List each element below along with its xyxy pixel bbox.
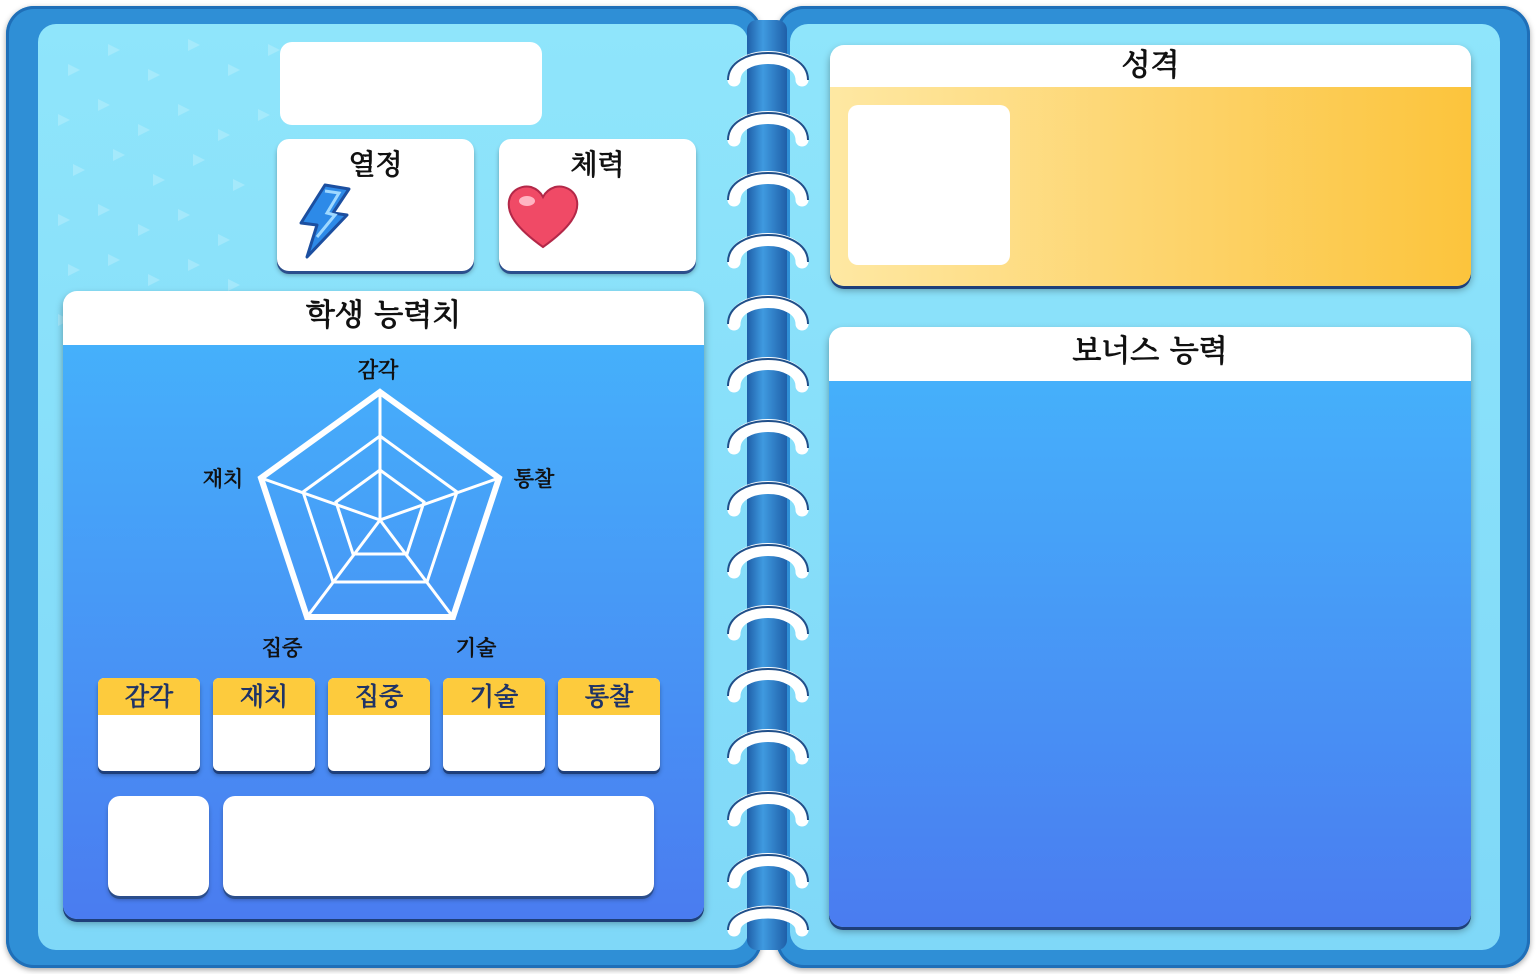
personality-title: 성격 [1121, 48, 1180, 83]
lightning-bolt-icon [295, 183, 355, 259]
bonus-ability-title: 보너스 능력 [1072, 334, 1228, 369]
stat-column-label: 집중 [328, 678, 430, 715]
passion-card [277, 139, 474, 271]
bottom-small-box[interactable] [108, 796, 209, 896]
ability-panel-title: 학생 능력치 [305, 298, 462, 333]
heart-icon [505, 183, 581, 251]
stat-column-label: 통찰 [558, 678, 660, 715]
stamina-card [499, 139, 696, 271]
ability-panel-header [63, 291, 704, 345]
stat-column-skill[interactable] [443, 678, 545, 771]
stat-column-sense[interactable] [98, 678, 200, 771]
binder-rings [722, 0, 814, 974]
bonus-ability-panel [829, 327, 1471, 927]
radar-label-top: 감각 [357, 358, 399, 382]
personality-panel-header [830, 45, 1471, 87]
stamina-title: 체력 [570, 148, 625, 181]
stat-column-focus[interactable] [328, 678, 430, 771]
radar-label-bottom-right: 기술 [455, 636, 497, 660]
bonus-ability-panel-body [829, 381, 1471, 927]
radar-label-right: 통찰 [513, 467, 555, 491]
student-name-box[interactable] [280, 42, 542, 125]
radar-chart [240, 378, 520, 628]
bonus-ability-panel-header [829, 327, 1471, 381]
stat-column-label: 재치 [213, 678, 315, 715]
stat-column-insight[interactable] [558, 678, 660, 771]
passion-title: 열정 [348, 148, 403, 181]
stat-column-wit[interactable] [213, 678, 315, 771]
radar-label-left: 재치 [202, 467, 244, 491]
personality-portrait-box[interactable] [848, 105, 1010, 265]
stat-column-label: 기술 [443, 678, 545, 715]
personality-panel [830, 45, 1471, 286]
stat-column-label: 감각 [98, 678, 200, 715]
bottom-wide-box[interactable] [223, 796, 654, 896]
radar-label-bottom-left: 집중 [261, 636, 303, 660]
